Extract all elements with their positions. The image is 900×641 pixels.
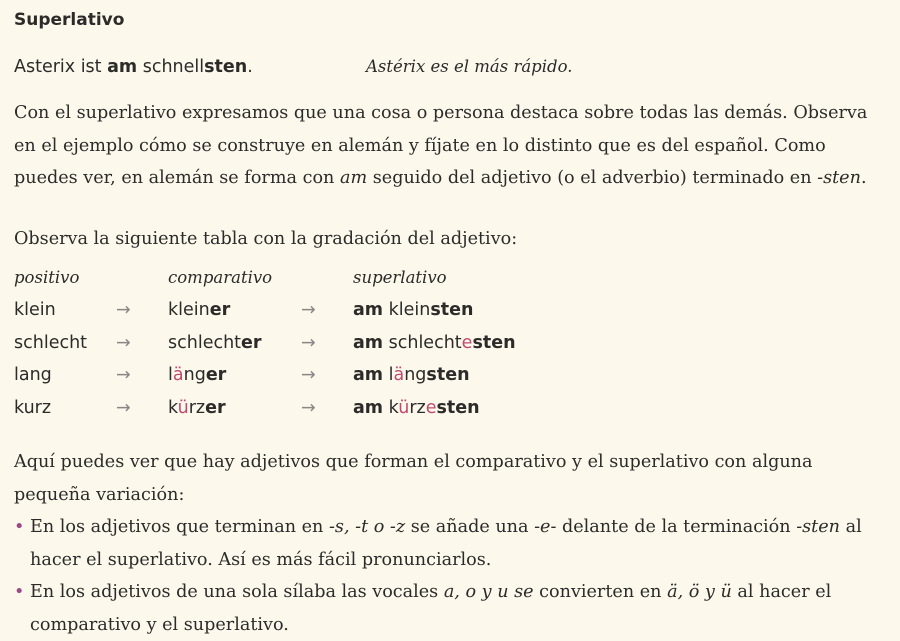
word-segment: ng bbox=[183, 365, 206, 385]
word-segment: ä bbox=[393, 365, 405, 385]
positivo-cell: lang bbox=[14, 365, 52, 385]
word-segment: klein bbox=[168, 300, 210, 320]
word-segment: sten bbox=[472, 332, 516, 353]
word-segment: ng bbox=[404, 365, 427, 385]
arrow-icon: → bbox=[301, 300, 316, 320]
word-segment: ä bbox=[172, 365, 184, 385]
table-row bbox=[14, 398, 614, 430]
word-segment: rz bbox=[409, 397, 426, 418]
arrow-icon: → bbox=[116, 300, 131, 320]
word-segment: rz bbox=[188, 397, 206, 418]
table-row bbox=[14, 365, 614, 397]
word-segment: ü bbox=[177, 397, 189, 418]
word-segment: er bbox=[205, 365, 227, 385]
header-comparativo: comparativo bbox=[168, 268, 273, 287]
comparativo-cell bbox=[168, 365, 226, 385]
superlativo-cell bbox=[353, 398, 480, 418]
word-segment: am bbox=[353, 397, 384, 418]
table-intro-paragraph: Observa la siguiente tabla con la gradación del adjetivo: bbox=[14, 229, 518, 249]
positivo-cell: schlecht bbox=[14, 332, 88, 353]
header-superlativo: superlativo bbox=[353, 268, 447, 287]
word-segment: sten bbox=[426, 365, 470, 385]
table-row bbox=[14, 300, 614, 332]
arrow-icon: → bbox=[301, 397, 316, 418]
bullet-item: • En los adjetivos de una sola sílaba las vocales a, o y u se convierten en ä, ö y ü al hacer el comparativo y el superlativo. bbox=[14, 576, 894, 641]
table-header-row bbox=[14, 268, 614, 300]
arrow-icon: → bbox=[301, 332, 316, 353]
variation-paragraph: Aquí puedes ver que hay adjetivos que forman el comparativo y el superlativo con alguna pequeña variación: bbox=[14, 452, 813, 505]
word-segment: schlecht bbox=[383, 332, 462, 353]
word-segment: sten bbox=[430, 300, 474, 320]
word-segment: e bbox=[461, 332, 473, 353]
example-german: Asterix ist am schnellsten. bbox=[14, 57, 253, 77]
example-spanish: Astérix es el más rápido. bbox=[366, 57, 573, 76]
table-row bbox=[14, 333, 614, 365]
bullet-dot-icon: • bbox=[14, 582, 25, 602]
header-positivo: positivo bbox=[14, 268, 80, 287]
bullet-item: • En los adjetivos que terminan en -s, -t o -z se añade una -e- delante de la terminación -sten al hacer el superlativo. Así es más fácil pronunciarlos. bbox=[14, 511, 894, 576]
positivo-cell: kurz bbox=[14, 397, 52, 418]
word-segment: am bbox=[353, 365, 384, 385]
word-segment: ü bbox=[398, 397, 410, 418]
word-segment: klein bbox=[383, 300, 431, 320]
word-segment: er bbox=[209, 300, 231, 320]
positivo-cell: klein bbox=[14, 300, 56, 320]
word-segment: sten bbox=[436, 397, 480, 418]
arrow-icon: → bbox=[116, 365, 131, 385]
word-segment: am bbox=[353, 300, 384, 320]
bullet-dot-icon: • bbox=[14, 517, 25, 537]
word-segment: l bbox=[168, 365, 173, 385]
word-segment: er bbox=[241, 332, 262, 353]
comparativo-cell bbox=[168, 300, 230, 320]
comparativo-cell bbox=[168, 333, 262, 353]
comparativo-cell bbox=[168, 398, 226, 418]
word-segment: k bbox=[383, 397, 399, 418]
arrow-icon: → bbox=[301, 365, 316, 385]
word-segment: k bbox=[168, 397, 178, 418]
word-segment: er bbox=[205, 397, 226, 418]
superlativo-cell bbox=[353, 365, 470, 385]
arrow-icon: → bbox=[116, 397, 131, 418]
word-segment: l bbox=[383, 365, 394, 385]
word-segment: am bbox=[353, 332, 384, 353]
arrow-icon: → bbox=[116, 332, 131, 353]
explanation-paragraph: Con el superlativo expresamos que una cosa o persona destaca sobre todas las demás. Observa en el ejemplo cómo se construye en alemán y fíjate en lo distinto que es del español. Como puedes ver, en alemán se forma con am seguido del adjetivo (o el adverbio) terminado en -sten. bbox=[14, 103, 868, 188]
superlativo-cell bbox=[353, 333, 516, 353]
word-segment: schlecht bbox=[168, 332, 242, 353]
word-segment: e bbox=[425, 397, 437, 418]
section-title: Superlativo bbox=[14, 10, 125, 30]
superlativo-cell bbox=[353, 300, 473, 320]
